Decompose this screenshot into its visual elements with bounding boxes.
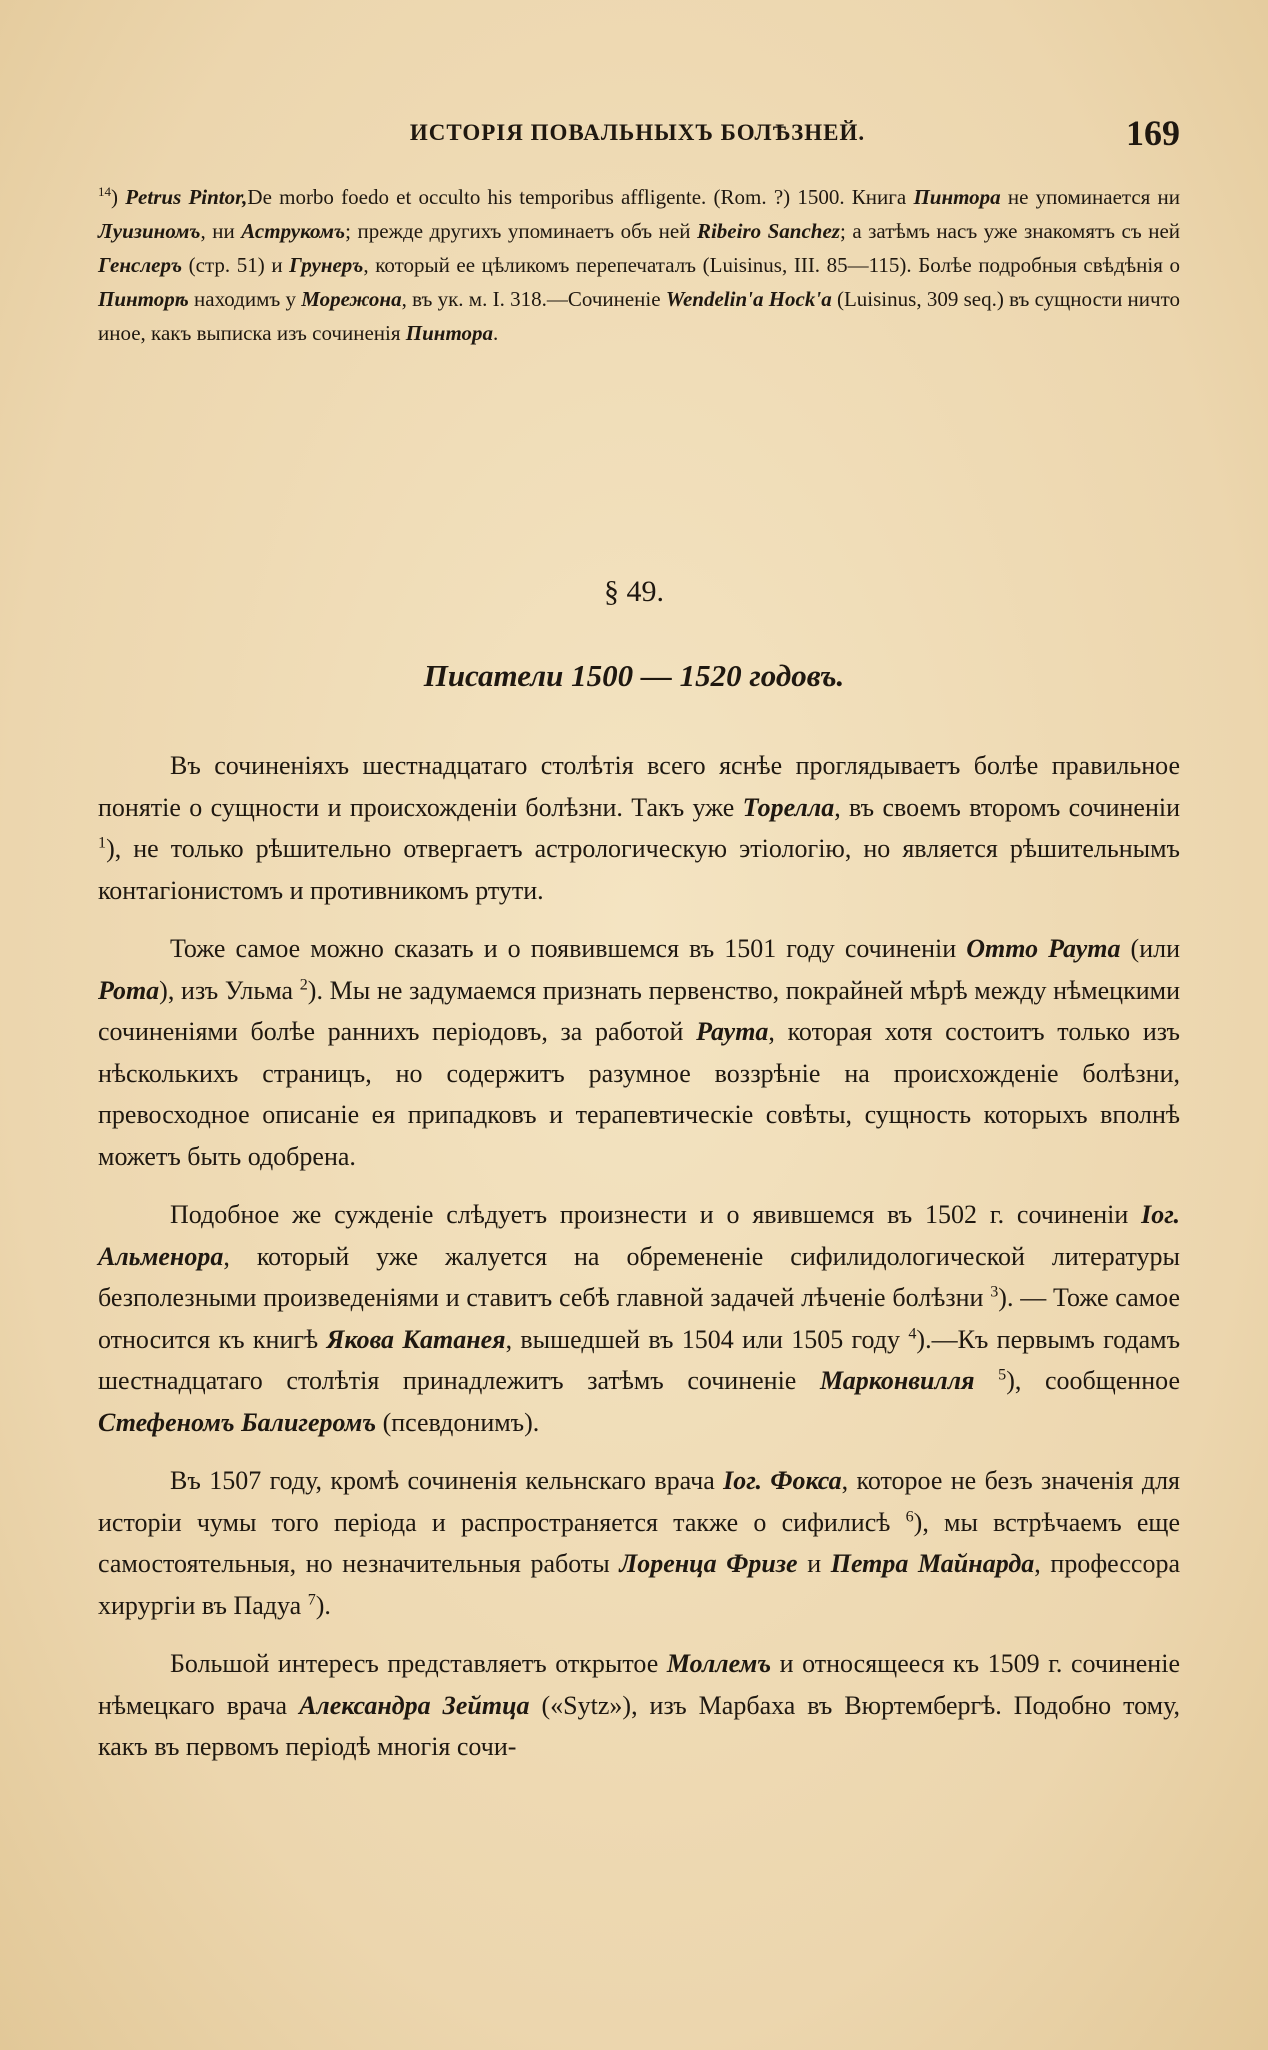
text: , который уже жалуется на обремененіе сифилидологической литературы безполезными произведеніями и ставитъ себѣ главной задачей лѣченіе болѣзни: [98, 1241, 1180, 1312]
text: , которая хотя состоитъ только изъ нѣсколькихъ страницъ, но содержитъ разумное воззрѣніе на происхожденіе болѣзни, превосходное описаніе ея припадковъ и терапевтическіе совѣты, сущность которыхъ вполнѣ можетъ быть одобрена.: [98, 1017, 1181, 1171]
footnote-ref: 5: [998, 1366, 1007, 1384]
author-name: Генслеръ: [98, 253, 183, 277]
author-name: Стефеномъ Балигеромъ: [98, 1407, 377, 1437]
author-name: Рота: [98, 975, 160, 1005]
text: («Sytz»), изъ Марбаха въ Вюртембергѣ. Подобно тому, какъ въ первомъ періодѣ многія сочи-: [98, 1690, 1181, 1761]
text: De morbo foedo et occulto his temporibus affligente. (Rom. ?) 1500. Книга: [247, 185, 914, 209]
text: ), изъ Ульма: [159, 975, 300, 1005]
paragraph-1: [98, 745, 1180, 911]
text: и относящееся къ 1509 г. сочиненіе нѣмецкаго врача: [98, 1649, 1180, 1720]
author-name: Марконвилля: [819, 1366, 975, 1395]
footnote-ref: 6: [905, 1507, 914, 1525]
text: находимъ у: [188, 287, 302, 311]
author-name: Торелла: [742, 792, 835, 822]
footnote-ref: 1: [98, 834, 107, 852]
text: ; прежде другихъ упоминаетъ объ ней: [345, 219, 697, 243]
author-name: Ribeiro Sanchez: [696, 219, 840, 243]
text: (или: [1120, 934, 1180, 963]
text: ; а затѣмъ насъ уже знакомятъ съ ней: [839, 219, 1181, 243]
text: Въ сочиненіяхъ шестнадцатаго столѣтія всего яснѣе проглядываетъ болѣе правильное понятіе о сущности и происхожденіи болѣзни. Такъ уже: [98, 751, 1180, 822]
author-name: Моллемъ: [666, 1649, 772, 1678]
author-name: Луизиномъ: [98, 219, 201, 243]
page-header: [95, 112, 1180, 162]
footnote-marker: 14: [98, 184, 112, 199]
author-name: Отто Раута: [966, 934, 1121, 963]
section-number: § 49.: [604, 575, 664, 608]
author-name: Petrus Pintor,: [125, 185, 248, 209]
text: не упоминается ни: [1000, 185, 1181, 209]
text: , который ее цѣликомъ перепечаталъ (Luisinus, III. 85—115). Болѣе подробныя свѣдѣнія о: [363, 253, 1180, 277]
body-text: [98, 745, 1180, 1785]
text: ), сообщенное: [1006, 1366, 1180, 1395]
footnote-ref: 3: [990, 1283, 999, 1301]
text: .: [493, 321, 499, 345]
author-name: Александра Зейтца: [299, 1690, 530, 1720]
paragraph-5: [98, 1643, 1180, 1768]
text: Въ 1507 году, кромѣ сочиненія кельнскаго врача: [170, 1466, 724, 1495]
text: ), мы встрѣчаемъ еще самостоятельныя, но незначительныя работы: [98, 1507, 1180, 1578]
paragraph-4: [98, 1460, 1180, 1626]
paragraph-3: [98, 1194, 1180, 1443]
text: , которое не безъ значенія для исторіи чумы того періода и распространяется также о сифилисѣ: [98, 1466, 1181, 1537]
running-title: ИСТОРІЯ ПОВАЛЬНЫХЪ БОЛѢЗНЕЙ.: [409, 120, 866, 145]
author-name: Морежона: [301, 287, 402, 311]
section-title: Писатели 1500 — 1520 годовъ.: [423, 658, 845, 693]
author-name: Пинторѣ: [98, 287, 189, 311]
author-name: Wendelin'a Hock'a: [665, 287, 832, 311]
text: Большой интересъ представляетъ открытое: [170, 1649, 667, 1678]
author-name: Раута: [696, 1017, 769, 1046]
text: , въ своемъ второмъ сочиненіи: [834, 792, 1180, 822]
text: ): [111, 185, 126, 209]
author-name: Пинтора: [405, 321, 493, 345]
author-name: Іог. Фокса: [723, 1466, 842, 1495]
text: , профессора хирургіи въ Падуа: [98, 1549, 1180, 1620]
text: ), не только рѣшительно отвергаетъ астрологическую этіологію, но является рѣшительнымъ контагіонистомъ и противникомъ ртути.: [98, 834, 1180, 905]
text: Тоже самое можно сказать и о появившемся въ 1501 году сочиненіи: [170, 934, 967, 963]
text: [975, 1366, 999, 1395]
author-name: Аструкомъ: [241, 219, 346, 243]
author-name: Пинтора: [913, 185, 1001, 209]
text: и: [797, 1549, 831, 1578]
text: (Luisinus, 309 seq.) въ сущности ничто иное, какъ выписка изъ сочиненія: [98, 287, 1180, 345]
author-name: Якова Катанея: [326, 1324, 506, 1354]
author-name: Петра Майнарда: [830, 1549, 1035, 1578]
text: ). Мы не задумаемся признать первенство, покрайней мѣрѣ между нѣмецкими сочиненіями болѣе раннихъ періодовъ, за работой: [98, 975, 1180, 1046]
text: (стр. 51) и: [182, 253, 290, 277]
footnote-ref: 7: [307, 1590, 316, 1608]
text: Подобное же сужденіе слѣдуетъ произнести и о явившемся въ 1502 г. сочиненіи: [170, 1200, 1142, 1229]
page-number: 169: [1126, 113, 1180, 153]
footnote-14: [98, 180, 1180, 350]
footnote-ref: 2: [299, 975, 308, 993]
author-name: Іог. Альменора: [98, 1200, 1180, 1271]
text: ). — Тоже самое относится къ книгѣ: [98, 1283, 1180, 1354]
text: ).—Къ первымъ годамъ шестнадцатаго столѣтія принадлежитъ затѣмъ сочиненіе: [98, 1324, 1181, 1395]
text: , вышедшей въ 1504 или 1505 году: [505, 1324, 909, 1354]
footnote-ref: 4: [908, 1324, 917, 1342]
text: , въ ук. м. I. 318.—Сочиненіе: [401, 287, 666, 311]
author-name: Грунеръ: [289, 253, 364, 277]
author-name: Лоренца Фризе: [619, 1549, 798, 1578]
text: ).: [315, 1590, 331, 1620]
text: , ни: [200, 219, 242, 243]
text: (псевдонимъ).: [376, 1407, 540, 1437]
paragraph-2: [98, 928, 1180, 1177]
